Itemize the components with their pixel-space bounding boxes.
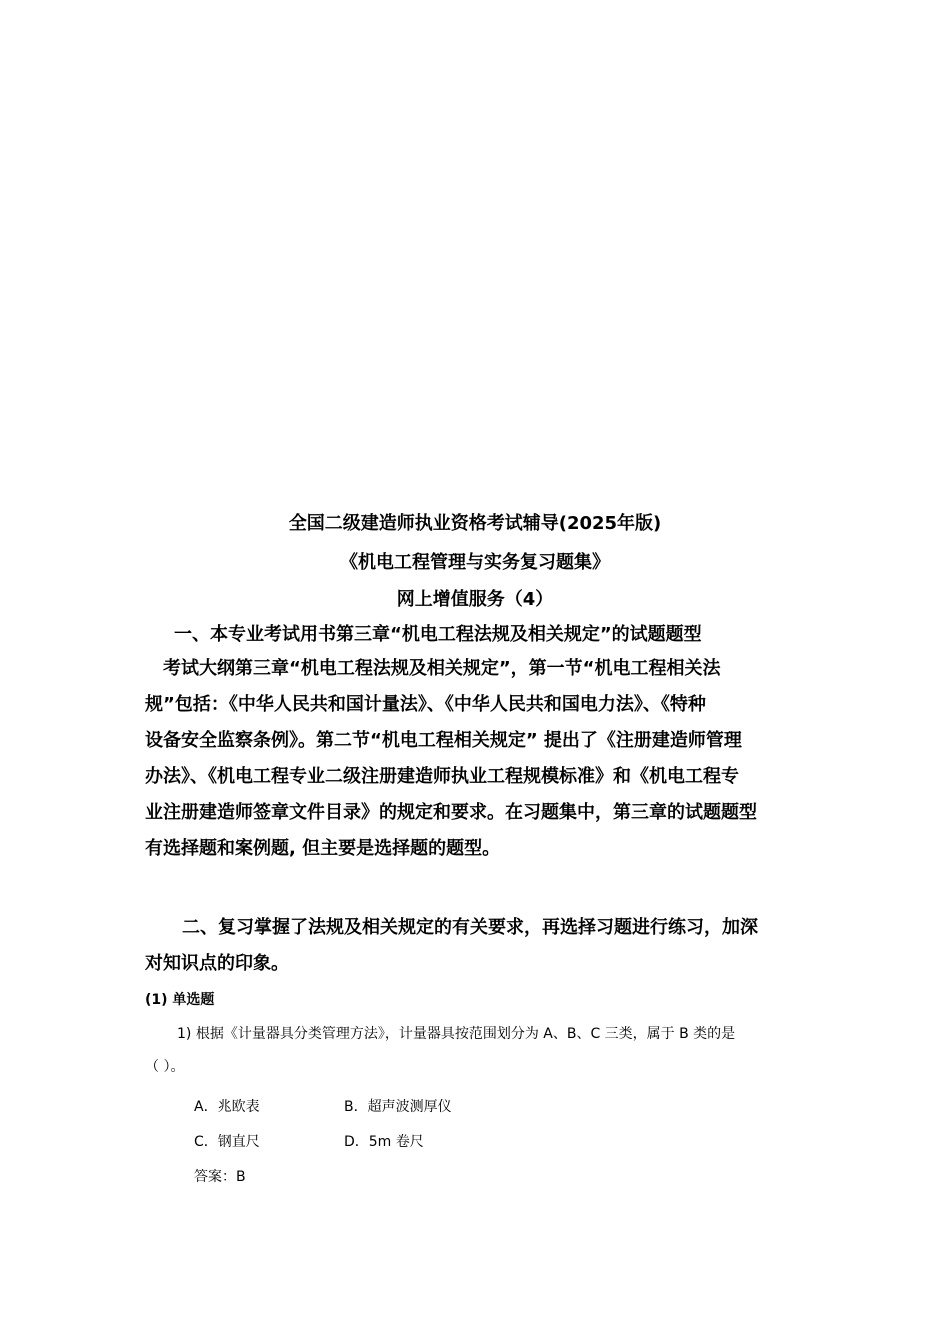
question-line: （ ）。 — [145, 1059, 185, 1075]
subsection-label: (1) 单选题 — [145, 992, 215, 1008]
book-title: 《机电工程管理与实务复习题集》 — [340, 552, 610, 573]
question-text — [145, 1024, 807, 1090]
paragraph-line: 设备安全监察条例》。第二节“机电工程相关规定” 提出了《注册建造师管理 — [145, 730, 742, 751]
section-2-paragraph — [145, 915, 807, 987]
question-line: 1) 根据《计量器具分类管理方法》，计量器具按范围划分为 A、B、C 三类，属于 B 类的是 — [177, 1026, 736, 1042]
answer-text: 答案：B — [194, 1169, 246, 1185]
paragraph-line: 二、复习掌握了法规及相关规定的有关要求，再选择习题进行练习，加深 — [182, 917, 758, 938]
paragraph-line: 业注册建造师签章文件目录》的规定和要求。在习题集中，第三章的试题题型 — [145, 802, 757, 823]
paragraph-line: 考试大纲第三章“机电工程法规及相关规定”，第一节“机电工程相关法 — [163, 658, 721, 679]
paragraph-line: 办法》、《机电工程专业二级注册建造师执业工程规模标准》和《机电工程专 — [145, 766, 739, 787]
paragraph-line: 对知识点的印象。 — [145, 953, 289, 974]
paragraph-line: 有选择题和案例题, 但主要是选择题的题型。 — [145, 838, 501, 859]
option-a: A．兆欧表 — [194, 1099, 260, 1115]
service-title: 网上增值服务（4） — [396, 589, 554, 610]
paragraph-line: 规”包括：《中华人民共和国计量法》、《中华人民共和国电力法》、《特种 — [145, 694, 706, 715]
option-c: C．钢直尺 — [194, 1134, 260, 1150]
section-1-paragraph — [145, 656, 807, 872]
option-d: D．5m 卷尺 — [344, 1134, 424, 1150]
document-title: 全国二级建造师执业资格考试辅导(2025年版) — [288, 513, 662, 534]
option-b: B．超声波测厚仪 — [344, 1099, 452, 1115]
section-1-heading: 一、本专业考试用书第三章“机电工程法规及相关规定”的试题题型 — [174, 624, 702, 645]
